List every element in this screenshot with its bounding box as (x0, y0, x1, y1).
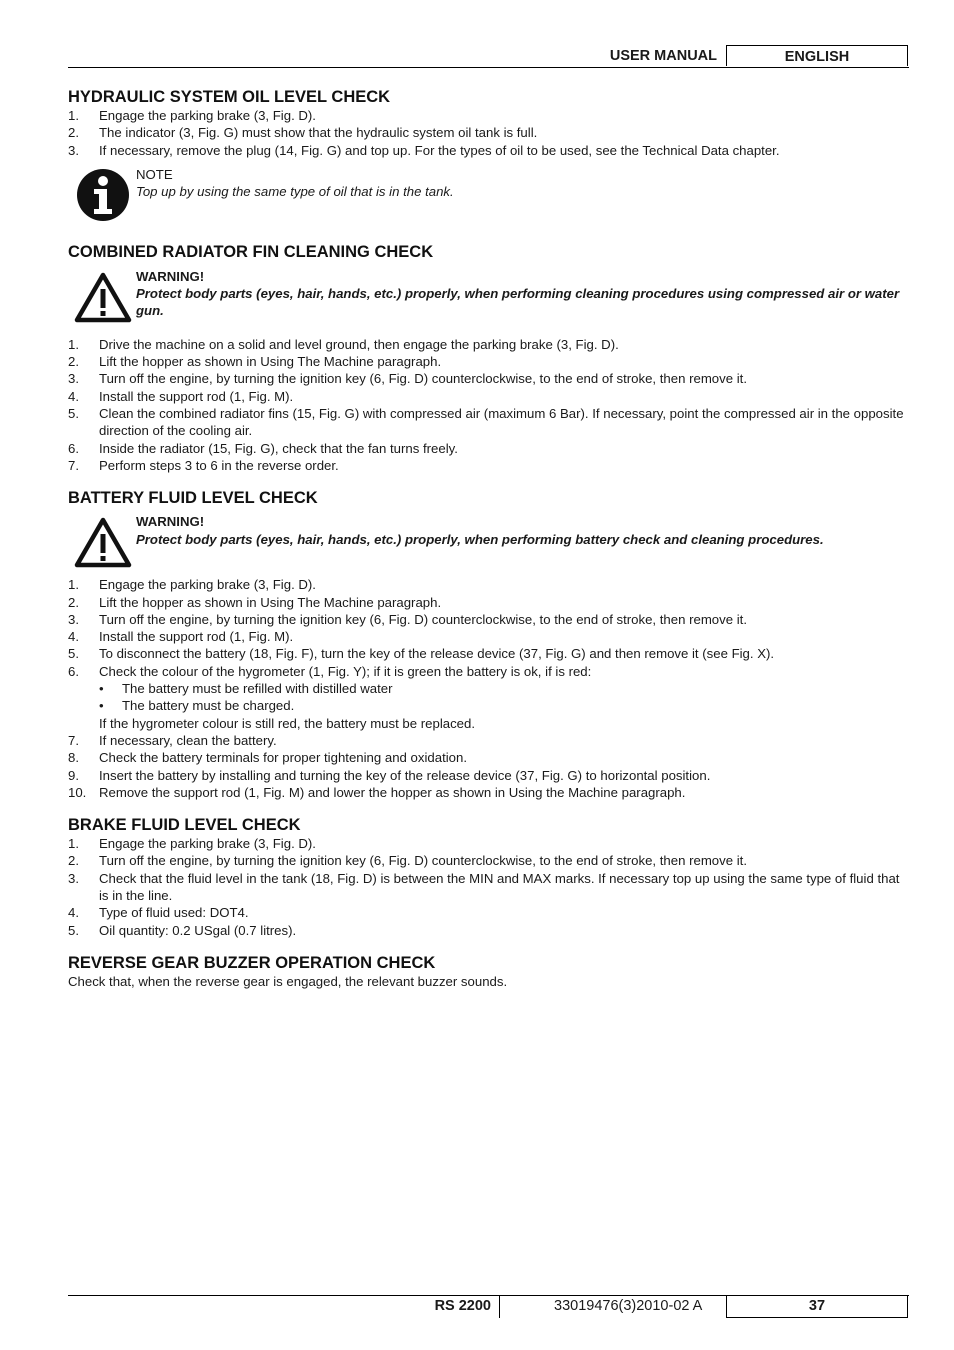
item-text: Drive the machine on a solid and level ground, then engage the parking brake (3, Fig. D). (99, 336, 619, 352)
item-number: 5. (68, 406, 79, 422)
item-text: Remove the support rod (1, Fig. M) and lower the hopper as shown in Using the Machine paragraph. (99, 784, 686, 800)
item-text: Inside the radiator (15, Fig. G), check that the fan turns freely. (99, 440, 458, 456)
sub-list-item (99, 697, 910, 714)
list-item (68, 440, 910, 457)
item-text: Turn off the engine, by turning the ignition key (6, Fig. D) counterclockwise, to the end of stroke, then remove it. (99, 611, 747, 627)
list-item (68, 336, 910, 353)
footer-divider (499, 1296, 500, 1318)
header-language-box: ENGLISH (726, 45, 908, 66)
warning-title: WARNING! (136, 268, 205, 284)
list-item (68, 353, 910, 370)
sub-item-text: The battery must be charged. (122, 698, 295, 714)
item-number: 2. (68, 853, 79, 869)
item-text: If necessary, clean the battery. (99, 732, 277, 748)
page-footer (68, 1295, 909, 1319)
list-item (68, 732, 910, 749)
item-text: Turn off the engine, by turning the ignition key (6, Fig. D) counterclockwise, to the end of stroke, then remove it. (99, 853, 747, 869)
item-text: To disconnect the battery (18, Fig. F), turn the key of the release device (37, Fig. G) and then remove it (see Fig. X). (99, 646, 775, 662)
section-reverse (68, 954, 910, 990)
list-item (68, 124, 910, 141)
bullet: • (99, 698, 104, 714)
page-number: 37 (726, 1296, 908, 1318)
item-number: 1. (68, 836, 79, 852)
list-item (68, 784, 910, 801)
item-text: Oil quantity: 0.2 USgal (0.7 litres). (99, 922, 297, 938)
item-text: Lift the hopper as shown in Using The Machine paragraph. (99, 354, 442, 370)
section-title: COMBINED RADIATOR FIN CLEANING CHECK (68, 242, 434, 261)
note-title: NOTE (136, 166, 173, 182)
item-number: 2. (68, 354, 79, 370)
item-text: Engage the parking brake (3, Fig. D). (99, 108, 316, 123)
warning-title: WARNING! (136, 514, 205, 530)
item-number: 7. (68, 457, 79, 473)
warning-block (68, 268, 910, 330)
list-item (68, 594, 910, 611)
item-number: 1. (68, 108, 79, 123)
step-list (68, 107, 910, 159)
info-icon (76, 168, 130, 226)
list-item (68, 749, 910, 766)
list-item (68, 142, 910, 159)
item-number: 8. (68, 750, 79, 766)
item-text: Perform steps 3 to 6 in the reverse order. (99, 457, 339, 473)
item-number: 4. (68, 388, 79, 404)
list-item (68, 645, 910, 662)
item-number: 3. (68, 142, 79, 158)
item-text: Turn off the engine, by turning the ignition key (6, Fig. D) counterclockwise, to the end of stroke, then remove it. (99, 371, 747, 387)
item-text: If necessary, remove the plug (14, Fig. G) and top up. For the types of oil to be used, see the Technical Data chapter. (99, 142, 780, 158)
page-content (68, 88, 910, 990)
item-text: Lift the hopper as shown in Using The Machine paragraph. (99, 594, 442, 610)
section-title: REVERSE GEAR BUZZER OPERATION CHECK (68, 953, 436, 972)
section-text: Check that, when the reverse gear is engaged, the relevant buzzer sounds. (68, 973, 508, 989)
sub-list-item (99, 680, 910, 697)
warning-block (68, 513, 910, 573)
item-number: 2. (68, 594, 79, 610)
item-number: 2. (68, 125, 79, 141)
list-item (68, 611, 910, 628)
sub-list (99, 680, 910, 715)
list-item (68, 628, 910, 645)
warning-text: Protect body parts (eyes, hair, hands, etc.) properly, when performing cleaning procedures using compressed air or water gun. (136, 286, 900, 319)
item-number: 4. (68, 905, 79, 921)
list-item (68, 852, 910, 869)
section-brake (68, 816, 910, 939)
item-text: The indicator (3, Fig. G) must show that the hydraulic system oil tank is full. (99, 125, 538, 141)
item-number: 1. (68, 336, 79, 352)
note-text: Top up by using the same type of oil that is in the tank. (136, 184, 454, 200)
item-number: 7. (68, 732, 79, 748)
item-text: Engage the parking brake (3, Fig. D). (99, 577, 316, 593)
step-list (68, 576, 910, 801)
list-item (68, 457, 910, 474)
item-number: 3. (68, 371, 79, 387)
list-item (68, 922, 910, 939)
item-number: 3. (68, 870, 79, 886)
sub-note: If the hygrometer colour is still red, the battery must be replaced. (99, 715, 476, 731)
item-number: 5. (68, 922, 79, 938)
header-manual-label: USER MANUAL (609, 48, 717, 64)
section-title: BRAKE FLUID LEVEL CHECK (68, 816, 301, 835)
footer-model: RS 2200 (434, 1298, 491, 1314)
item-number: 10. (68, 784, 87, 800)
item-text: Install the support rod (1, Fig. M). (99, 629, 294, 645)
item-text: Engage the parking brake (3, Fig. D). (99, 836, 316, 852)
footer-doc-code: 33019476(3)2010-02 A (554, 1298, 703, 1314)
list-item (68, 107, 910, 124)
item-text: Insert the battery by installing and turning the key of the release device (37, Fig. G) to horizontal position. (99, 767, 711, 783)
list-item (68, 663, 910, 732)
list-item (68, 767, 910, 784)
item-text: Clean the combined radiator fins (15, Fig. G) with compressed air (maximum 6 Bar). If necessary, point the compressed air in the opposite direction of the cooling air. (99, 406, 904, 439)
section-title: BATTERY FLUID LEVEL CHECK (68, 489, 318, 508)
section-hydraulic (68, 88, 910, 220)
item-number: 9. (68, 767, 79, 783)
item-text: Check the colour of the hygrometer (1, Fig. Y); if it is green the battery is ok, if is red: (99, 663, 592, 679)
item-number: 3. (68, 611, 79, 627)
step-list (68, 835, 910, 939)
list-item (68, 904, 910, 921)
warning-triangle-icon (74, 517, 132, 573)
item-number: 5. (68, 646, 79, 662)
sub-item-text: The battery must be refilled with distilled water (122, 681, 393, 697)
section-title: HYDRAULIC SYSTEM OIL LEVEL CHECK (68, 88, 391, 106)
item-text: Check the battery terminals for proper tightening and oxidation. (99, 750, 467, 766)
item-text: Type of fluid used: DOT4. (99, 905, 249, 921)
note-block (68, 166, 910, 220)
item-number: 6. (68, 440, 79, 456)
item-number: 1. (68, 577, 79, 593)
step-list (68, 336, 910, 474)
bullet: • (99, 681, 104, 697)
item-number: 4. (68, 629, 79, 645)
item-text: Install the support rod (1, Fig. M). (99, 388, 294, 404)
list-item (68, 576, 910, 593)
list-item (68, 388, 910, 405)
list-item (68, 370, 910, 387)
list-item (68, 405, 910, 440)
list-item (68, 835, 910, 852)
item-number: 6. (68, 663, 79, 679)
page-header (68, 45, 909, 68)
section-radiator (68, 243, 910, 474)
warning-text: Protect body parts (eyes, hair, hands, etc.) properly, when performing battery check and cleaning procedures. (136, 531, 824, 547)
warning-triangle-icon (74, 272, 132, 328)
list-item (68, 870, 910, 905)
section-battery (68, 489, 910, 801)
item-text: Check that the fluid level in the tank (18, Fig. D) is between the MIN and MAX marks. If necessary top up using the same type of fluid that is in the line. (99, 870, 900, 904)
